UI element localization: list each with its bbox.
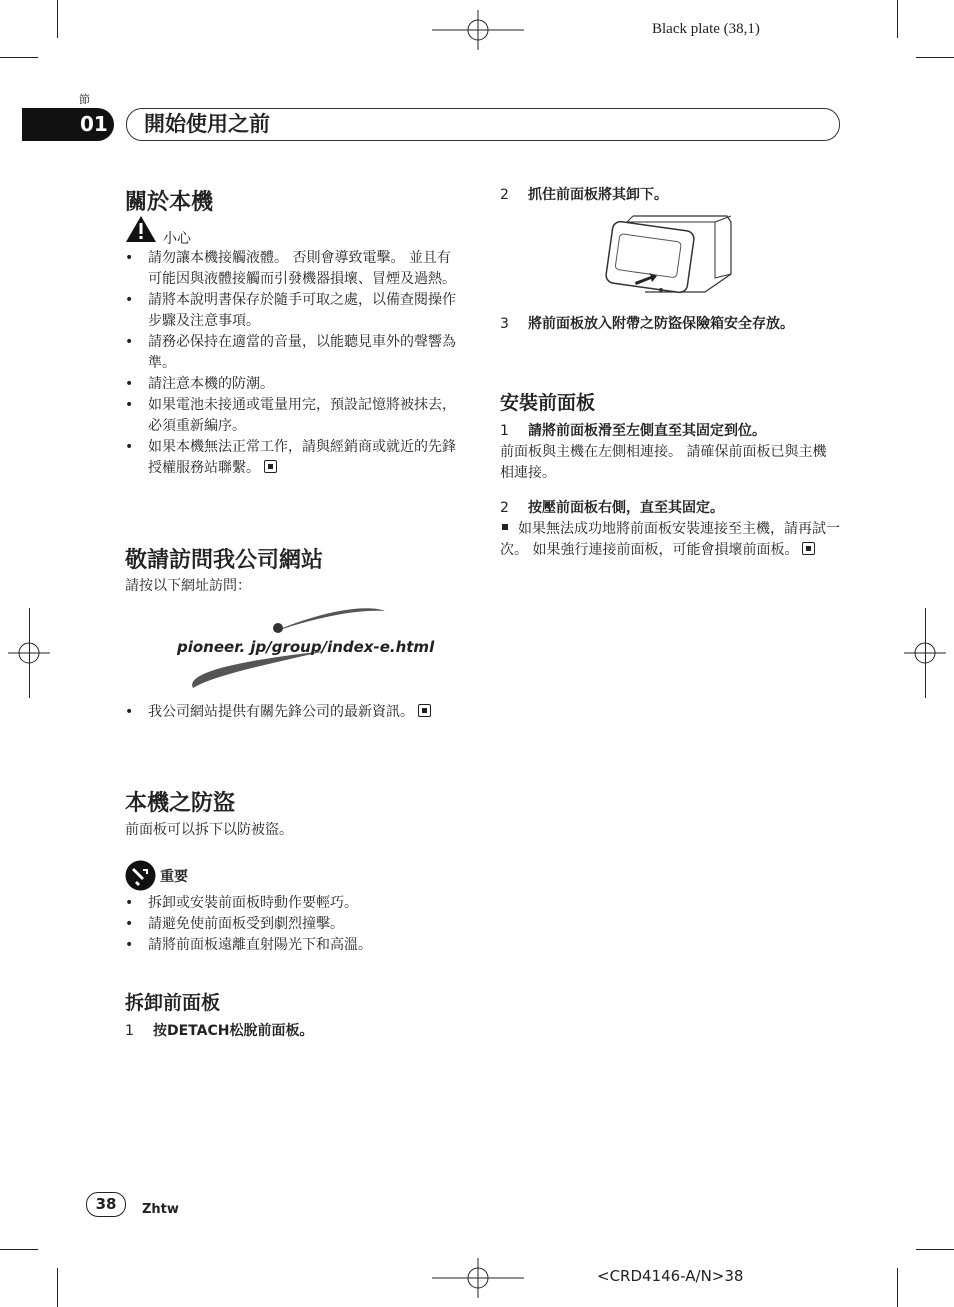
- square-bullet-icon: [502, 524, 508, 530]
- attach-note: 如果無法成功地將前面板安裝連接至主機，請再試一次。 如果強行連接前面板，可能會損壞前面板。: [500, 521, 840, 558]
- registration-mark-top: [432, 10, 524, 50]
- website-list: [125, 702, 445, 723]
- list-item: • 請勿讓本機接觸液體。 否則會導致電擊。 並且有可能因與液體接觸而引發機器損壞、冒煙及過熱。: [125, 248, 463, 290]
- chapter-title: 開始使用之前: [126, 108, 840, 141]
- list-item: • 我公司網站提供有關先鋒公司的最新資訊。: [125, 702, 445, 723]
- registration-mark-right: [904, 633, 946, 673]
- crop-mark: [897, 1268, 898, 1307]
- page-number: 38: [86, 1192, 126, 1217]
- section-label: 節: [79, 93, 90, 106]
- list-item: • 請避免使前面板受到劇烈撞擊。: [125, 914, 455, 935]
- store-step-3: 3 將前面板放入附帶之防盜保險箱安全存放。: [500, 316, 794, 332]
- crop-mark: [57, 0, 58, 38]
- attach-step-1-body: 前面板與主機在左側相連接。 請確保前面板已與主機相連接。: [500, 444, 827, 481]
- list-item: • 請將本說明書保存於隨手可取之處，以備查閱操作步驟及注意事項。: [125, 290, 463, 332]
- crop-mark: [897, 0, 898, 38]
- end-mark-icon: [264, 460, 277, 473]
- remove-step-2: 2 抓住前面板將其卸下。: [500, 187, 668, 203]
- list-item: • 如果本機無法正常工作，請與經銷商或就近的先鋒授權服務站聯繫。: [125, 437, 463, 479]
- registration-mark-bottom: [432, 1258, 524, 1298]
- list-item: • 請注意本機的防潮。: [125, 374, 463, 395]
- antitheft-title: 本機之防盜: [125, 791, 236, 816]
- warning-icon: [125, 215, 157, 243]
- end-mark-icon: [418, 704, 431, 717]
- front-panel-removal-illustration: [605, 212, 735, 298]
- list-item: • 拆卸或安裝前面板時動作要輕巧。: [125, 893, 455, 914]
- list-item: • 請將前面板遠離直射陽光下和高溫。: [125, 935, 455, 956]
- detach-step-1: 1 按DETACH松脫前面板。: [125, 1023, 314, 1039]
- language-label: Zhtw: [142, 1202, 179, 1217]
- registration-mark-left: [8, 633, 50, 673]
- document-code: <CRD4146-A/N>38: [597, 1267, 744, 1285]
- crop-mark: [916, 1249, 954, 1250]
- caution-label: 小心: [163, 231, 191, 247]
- website-intro: 請按以下網址訪問：: [125, 578, 251, 594]
- important-list: [125, 893, 455, 956]
- list-item: • 請務必保持在適當的音量，以能聽見車外的聲響為準。: [125, 332, 463, 374]
- chapter-number: 01: [22, 108, 114, 141]
- crop-mark: [57, 1268, 58, 1307]
- end-mark-icon: [802, 542, 815, 555]
- about-title: 關於本機: [125, 190, 214, 215]
- attach-step-1: 1 請將前面板滑至左側直至其固定到位。: [500, 423, 766, 439]
- caution-list: [125, 248, 463, 479]
- crop-mark: [0, 1249, 38, 1250]
- important-icon: [125, 860, 156, 891]
- important-label: 重要: [160, 869, 188, 885]
- crop-mark: [916, 57, 954, 58]
- attach-title: 安裝前面板: [500, 392, 596, 414]
- website-title: 敬請訪問我公司網站: [125, 548, 324, 573]
- antitheft-intro: 前面板可以拆下以防被盜。: [125, 822, 293, 838]
- website-url[interactable]: pioneer. jp/group/index-e.html: [177, 638, 435, 656]
- crop-mark: [0, 57, 38, 58]
- plate-label: Black plate (38,1): [652, 21, 760, 37]
- list-item: • 如果電池未接通或電量用完，預設記憶將被抹去，必須重新編序。: [125, 395, 463, 437]
- attach-step-2: 2 按壓前面板右側，直至其固定。: [500, 500, 724, 516]
- detach-title: 拆卸前面板: [125, 992, 221, 1014]
